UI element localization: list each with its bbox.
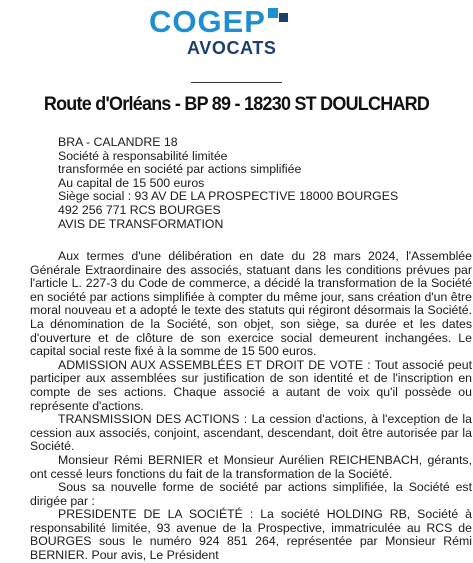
paragraph-direction: Sous sa nouvelle forme de société par actions simplifiée, la Société est dirigée par : — [30, 480, 472, 508]
paragraph-admission: ADMISSION AUX ASSEMBLÉES ET DROIT DE VOTE : Tout associé peut participer aux assemblées sur justification de son identité et de l'inscription en compte de ses actions. Chaque associé a autant de voix qu'il possède ou représente d'actions. — [30, 357, 472, 413]
firm-address: Route d'Orléans - BP 89 - 18230 ST DOULCHARD — [43, 93, 430, 115]
logo-square-navy — [279, 13, 288, 22]
company-transformation: transformée en société par actions simplifiée — [58, 162, 302, 177]
logo-square-blue — [268, 8, 278, 18]
company-capital: Au capital de 15 500 euros — [58, 175, 205, 190]
company-form: Société à responsabilité limitée — [58, 148, 228, 163]
paragraph-managers: Monsieur Rémi BERNIER et Monsieur Aurélien REICHENBACH, gérants, ont cessé leurs fonctions du fait de la transformation de la Société. — [30, 452, 472, 481]
logo-brand-text: COGEP — [149, 4, 266, 39]
notice-body — [30, 250, 472, 563]
paragraph-president: PRESIDENTE DE LA SOCIÉTÉ : La société HOLDING RB, Société à responsabilité limitée, 93 avenue de la Prospective, immatriculée au RCS de BOURGES sous le numéro 924 851 264, représentée par Monsieur Rémi BERNIER. Pour avis, Le Président — [30, 507, 472, 563]
logo-brand-row — [149, 6, 284, 37]
cogep-avocats-logo — [0, 6, 473, 60]
company-rcs: 492 256 771 RCS BOURGES — [58, 202, 221, 217]
company-seat: Siège social : 93 AV DE LA PROSPECTIVE 18000 BOURGES — [58, 189, 399, 204]
company-header — [58, 136, 458, 231]
logo-squares-icon — [268, 8, 284, 32]
notice-title: AVIS DE TRANSFORMATION — [58, 216, 224, 231]
paragraph-transmission: TRANSMISSION DES ACTIONS : La cession d'actions, à l'exception de la cession aux associés, conjoint, ascendant, descendant, doit être autorisée par la Société. — [30, 412, 472, 454]
company-name: BRA - CALANDRE 18 — [58, 135, 178, 149]
divider-line — [191, 82, 282, 83]
paragraph-deliberation: Aux termes d'une délibération en date du 28 mars 2024, l'Assemblée Générale Extraordinaire des associés, statuant dans les conditions prévues par l'article L. 227-3 du Code de commerce, a décidé la transformation de la Société en société par actions simplifiée à compter du même jour, sans création d'un être moral nouveau et a adopté le texte des statuts qui régiront désormais la Société. La dénomination de la Société, son objet, son siège, sa durée et les dates d'ouverture et de clôture de son exercice social demeurent inchangées. Le capital social reste fixé à la somme de 15 500 euros. — [30, 249, 472, 359]
logo-subtitle: AVOCATS — [187, 38, 277, 58]
